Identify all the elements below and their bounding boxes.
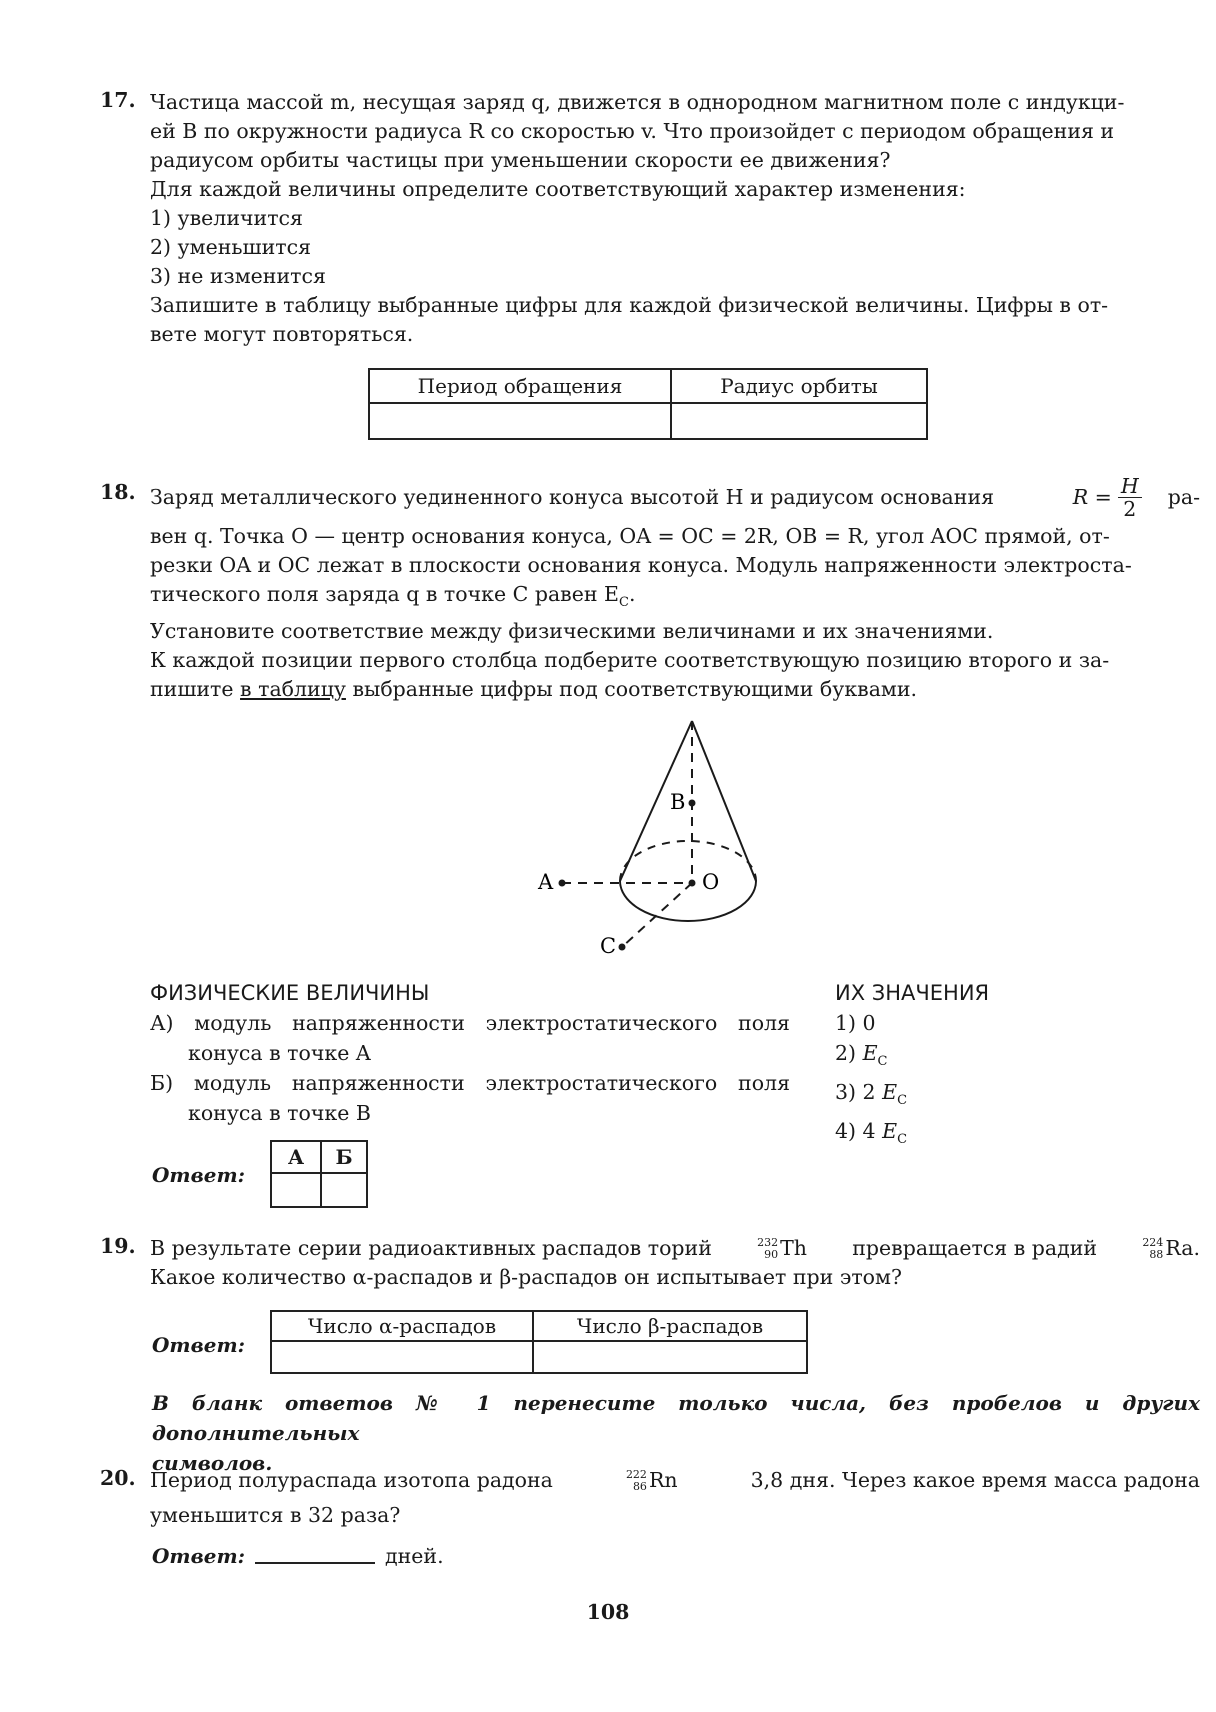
text-line: уменьшится в 32 раза? — [150, 1503, 401, 1527]
option-item: 3) не изменится — [150, 264, 326, 288]
table-header: Б — [321, 1141, 367, 1173]
value-item: 1) 0 — [835, 1011, 876, 1035]
page-number: 108 — [586, 1600, 630, 1624]
question-text — [150, 472, 1200, 704]
text-line: Какое количество α-распадов и β-распадов он испытывает при этом? — [150, 1265, 902, 1289]
question-19 — [100, 1234, 1200, 1292]
question-number: 18. — [100, 480, 136, 504]
subscript: C — [618, 595, 629, 611]
quantities-column — [150, 978, 790, 1128]
value-item: 3) 2 $E_C$ — [835, 1080, 908, 1109]
text-line: Для каждой величины определите соответствующий характер изменения: — [150, 177, 966, 201]
table-header: Число β-распадов — [533, 1311, 807, 1341]
note-line: символов. — [152, 1451, 273, 1475]
transfer-note — [152, 1388, 1200, 1478]
formula-lhs: R = — [1072, 484, 1112, 509]
text-fragment: 3,8 дня. Через какое время масса радона — [750, 1468, 1200, 1492]
nuclide-radon: 222 86 Rn — [625, 1467, 678, 1493]
text-fragment: выбранные цифры под соответствующими буквами. — [345, 677, 918, 702]
question-17 — [100, 88, 1200, 349]
text-line: вен q. Точка O — центр основания конуса, OA = OC = 2R, OB = R, угол AOC прямой, от- — [150, 524, 1110, 548]
segment-oc — [622, 883, 692, 947]
text-fragment: пишите — [150, 677, 241, 702]
values-column — [835, 978, 1095, 1155]
value-item: 2) $E_C$ — [835, 1041, 888, 1070]
question-text — [150, 1234, 1200, 1292]
answer-table-19 — [270, 1310, 808, 1374]
text-fragment: превращается в радий — [852, 1236, 1098, 1260]
text-line: ей B по окружности радиуса R со скоростью v. Что произойдет с периодом обращения и — [150, 119, 1115, 143]
text-line — [150, 675, 1200, 704]
question-number: 20. — [100, 1466, 136, 1490]
text-line — [150, 472, 1200, 522]
text-fragment: В результате серии радиоактивных распадов торий — [150, 1236, 712, 1260]
answer-cell-b[interactable] — [321, 1173, 367, 1207]
fraction-numerator: H — [1118, 475, 1142, 498]
answer-row-20 — [152, 1544, 444, 1568]
cone-figure — [520, 715, 780, 965]
question-text — [150, 1466, 1200, 1530]
answer-unit: дней. — [385, 1544, 444, 1568]
question-20 — [100, 1466, 1200, 1530]
answer-cell-beta[interactable] — [533, 1341, 807, 1373]
answer-cell-period[interactable] — [369, 403, 671, 439]
text-line: тического поля заряда q в точке C равен $E_C$. — [150, 582, 636, 611]
text-line: Частица массой m, несущая заряд q, движется в однородном магнитном поле с индукци- — [150, 90, 1125, 114]
text-fragment: Заряд металлического уединенного конуса высотой H и радиусом основания — [150, 484, 995, 509]
nuclide-radium: 224 88 Ra . — [1142, 1235, 1200, 1261]
table-header: А — [271, 1141, 321, 1173]
quantity-a-line1: А) модуль напряженности электростатического поля — [150, 1011, 790, 1035]
text-line: Запишите в таблицу выбранные цифры для каждой физической величины. Цифры в от- — [150, 293, 1109, 317]
option-item: 2) уменьшится — [150, 235, 311, 259]
text-line — [150, 1466, 1200, 1495]
answer-label: Ответ: — [152, 1163, 245, 1187]
answer-table-18 — [270, 1140, 368, 1208]
table-header: Период обращения — [369, 369, 671, 403]
point-b — [689, 800, 696, 807]
answer-label: Ответ: — [152, 1333, 245, 1357]
quantity-b-line1: Б) модуль напряженности электростатического поля — [150, 1071, 790, 1095]
cone-base-back — [620, 841, 756, 881]
quantity-b-line2: конуса в точке B — [188, 1101, 371, 1125]
fraction — [1118, 475, 1142, 520]
question-18 — [100, 472, 1200, 704]
answer-cell-a[interactable] — [271, 1173, 321, 1207]
label-o: O — [702, 870, 720, 894]
label-b: B — [670, 790, 686, 814]
table-header: Число α-распадов — [271, 1311, 533, 1341]
text-fragment: Период полураспада изотопа радона — [150, 1468, 553, 1492]
question-text — [150, 88, 1200, 349]
text-line: резки OA и OC лежат в плоскости основания конуса. Модуль напряженности электроста- — [150, 553, 1132, 577]
text-line: радиусом орбиты частицы при уменьшении скорости ее движения? — [150, 148, 891, 172]
answer-table-17 — [368, 368, 928, 440]
label-a: A — [538, 870, 554, 894]
answer-label: Ответ: — [152, 1544, 245, 1568]
quantity-a-line2: конуса в точке A — [188, 1041, 371, 1065]
fraction-denominator: 2 — [1123, 496, 1137, 521]
value-item: 4) 4 $E_C$ — [835, 1119, 908, 1148]
point-c — [619, 944, 626, 951]
cone-slant-right — [692, 721, 756, 881]
text-fragment: ра- — [1167, 484, 1200, 509]
text-line: К каждой позиции первого столбца подберите соответствующую позицию второго и за- — [150, 648, 1110, 673]
label-c: C — [600, 934, 617, 958]
question-number: 17. — [100, 88, 136, 112]
point-a — [559, 880, 566, 887]
underlined-text: в таблицу — [240, 677, 346, 702]
text-line — [150, 1234, 1200, 1263]
option-item: 1) увеличится — [150, 206, 303, 230]
column-title: ИХ ЗНАЧЕНИЯ — [835, 981, 990, 1005]
answer-blank[interactable] — [255, 1562, 375, 1564]
nuclide-thorium: 232 90 Th — [757, 1235, 807, 1261]
note-line: В бланк ответов № 1 перенесите только числа, без пробелов и других дополнительных — [152, 1391, 1200, 1445]
answer-cell-radius[interactable] — [671, 403, 927, 439]
text-line: Установите соответствие между физическими величинами и их значениями. — [150, 619, 994, 644]
text-line: вете могут повторяться. — [150, 322, 414, 346]
text-fragment: тического поля заряда q в точке C равен E — [150, 582, 619, 606]
column-title: ФИЗИЧЕСКИЕ ВЕЛИЧИНЫ — [150, 981, 430, 1005]
answer-cell-alpha[interactable] — [271, 1341, 533, 1373]
table-header: Радиус орбиты — [671, 369, 927, 403]
question-number: 19. — [100, 1234, 136, 1258]
point-o — [689, 880, 696, 887]
